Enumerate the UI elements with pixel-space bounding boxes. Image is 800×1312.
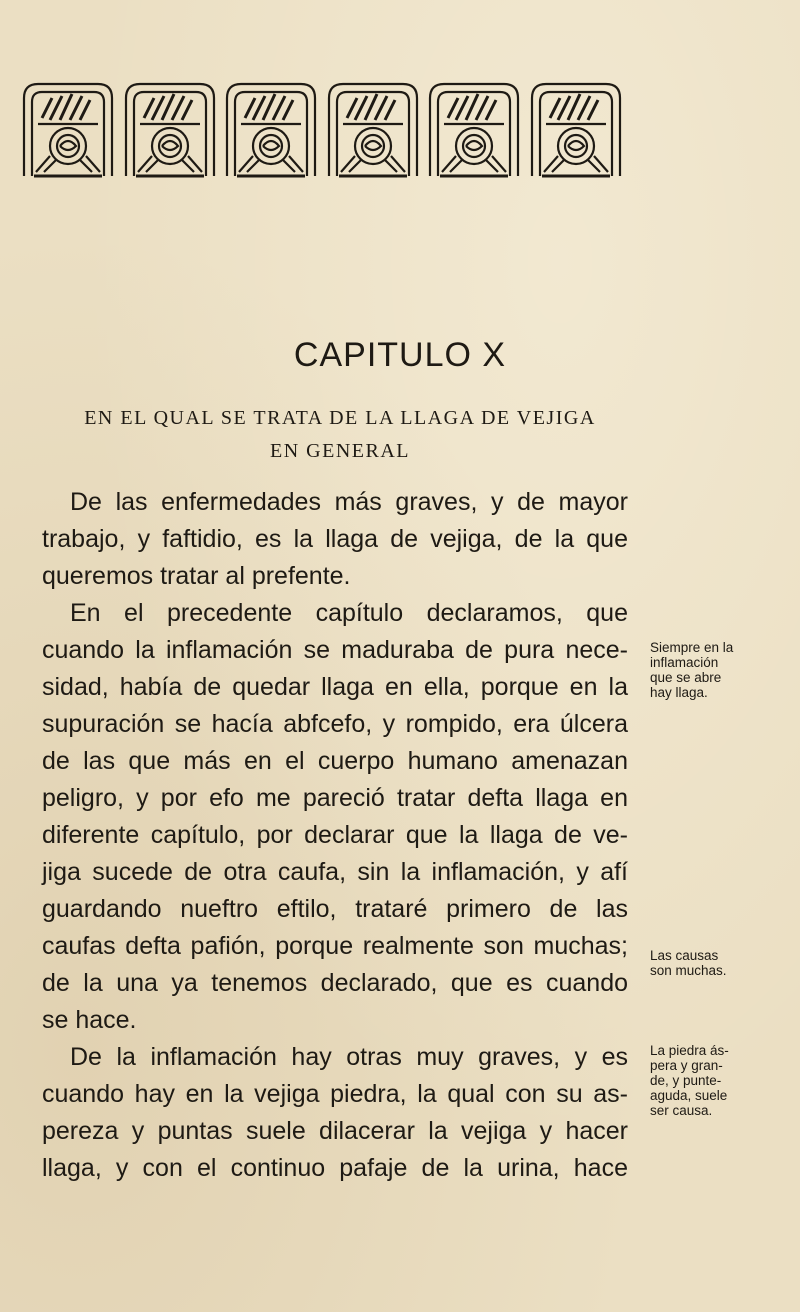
text-line: queremos tratar al prefente. (42, 562, 351, 590)
text-line: De la inflamación hay otras muy graves, y es (70, 1043, 628, 1071)
text-line: peligro, y por efo me pareció tratar defta llaga en (42, 784, 628, 812)
text-line: En el precedente capítulo declaramos, que (70, 599, 628, 627)
marginal-note-line: inflamación (650, 655, 719, 670)
marginal-note-line: hay llaga. (650, 685, 708, 700)
marginal-note-line: ser causa. (650, 1103, 713, 1118)
marginal-note-line: pera y gran- (650, 1058, 723, 1073)
subtitle-line: EN EL QUAL SE TRATA DE LA LLAGA DE VEJIGA (84, 407, 596, 429)
text-line: diferente capítulo, por declarar que la llaga de ve- (42, 821, 628, 849)
text-line: guardando nueftro eftilo, trataré primero de las (42, 895, 628, 923)
text-line: jiga sucede de otra caufa, sin la inflamación, y afí (42, 858, 628, 886)
text-line: de las que más en el cuerpo humano amenazan (42, 747, 628, 775)
marginal-note-line: que se abre (650, 670, 722, 685)
text-line: sidad, había de quedar llaga en ella, porque en la (42, 673, 628, 701)
marginal-note-line: son muchas. (650, 963, 727, 978)
marginal-note-line: de, y punte- (650, 1073, 722, 1088)
marginal-note-line: aguda, suele (650, 1088, 728, 1103)
marginal-note (650, 640, 778, 700)
marginal-note (650, 1043, 778, 1118)
chapter-title: CAPITULO X (293, 336, 507, 374)
text-line: supuración se hacía abfcefo, y rompido, era úlcera (42, 710, 628, 738)
text-line: se hace. (42, 1006, 137, 1034)
text-line: caufas defta pafión, porque realmente son muchas; (42, 932, 628, 960)
text-line: de la una ya tenemos declarado, que es cuando (42, 969, 628, 997)
marginal-note (650, 948, 778, 978)
text-line: pereza y puntas suele dilacerar la vejiga y hacer (42, 1117, 628, 1145)
text-line: De las enfermedades más graves, y de mayor (70, 488, 628, 516)
subtitle-line: EN GENERAL (270, 440, 410, 462)
marginal-note-line: Siempre en la (650, 640, 734, 655)
text-line: cuando la inflamación se maduraba de pura nece- (42, 636, 628, 664)
text-line: trabajo, y faftidio, es la llaga de vejiga, de la que (42, 525, 628, 553)
marginal-note-line: La piedra ás- (650, 1043, 729, 1058)
text-line: cuando hay en la vejiga piedra, la qual con su as- (42, 1080, 628, 1108)
text-line: llaga, y con el continuo pafaje de la urina, hace (42, 1154, 628, 1182)
marginal-note-line: Las causas (650, 948, 719, 963)
